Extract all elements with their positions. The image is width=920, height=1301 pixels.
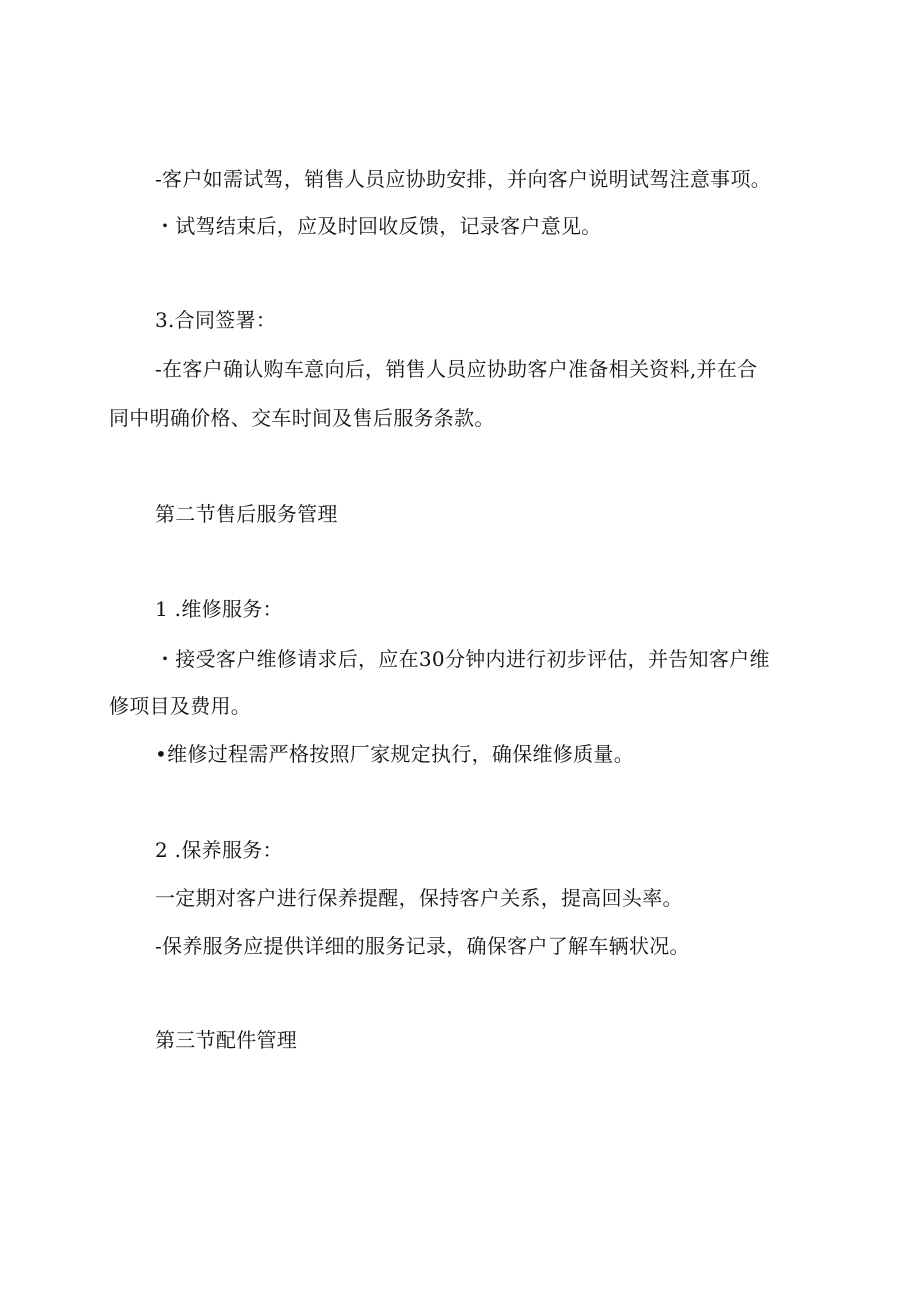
repair-item1-line1: ・接受客户维修请求后，应在30分钟内进行初步评估，并告知客户维 (155, 647, 770, 671)
test-drive-arrange-item: -客户如需试驾，销售人员应协助安排，并向客户说明试驾注意事项。 (155, 167, 772, 191)
repair-item1-line2: 修项目及费用。 (109, 694, 252, 718)
maintenance-item2: -保养服务应提供详细的服务记录，确保客户了解车辆状况。 (155, 934, 690, 958)
contract-item-line2: 同中明确价格、交车时间及售后服务条款。 (109, 406, 495, 430)
section2-title: 第二节售后服务管理 (155, 502, 338, 526)
test-drive-feedback-item: ・试驾结束后，应及时回收反馈，记录客户意见。 (155, 214, 602, 238)
contract-item-line1: -在客户确认购车意向后，销售人员应协助客户准备相关资料,并在合 (155, 357, 758, 381)
maintenance-item1: 一定期对客户进行保养提醒，保持客户关系，提高回头率。 (155, 886, 683, 910)
contract-heading: 3.合同签署： (155, 308, 277, 332)
section3-title: 第三节配件管理 (155, 1028, 298, 1052)
maintenance-heading: 2 .保养服务： (155, 838, 283, 862)
repair-heading: 1 .维修服务： (155, 597, 283, 621)
repair-item2: •维修过程需严格按照厂家规定执行，确保维修质量。 (155, 742, 634, 766)
